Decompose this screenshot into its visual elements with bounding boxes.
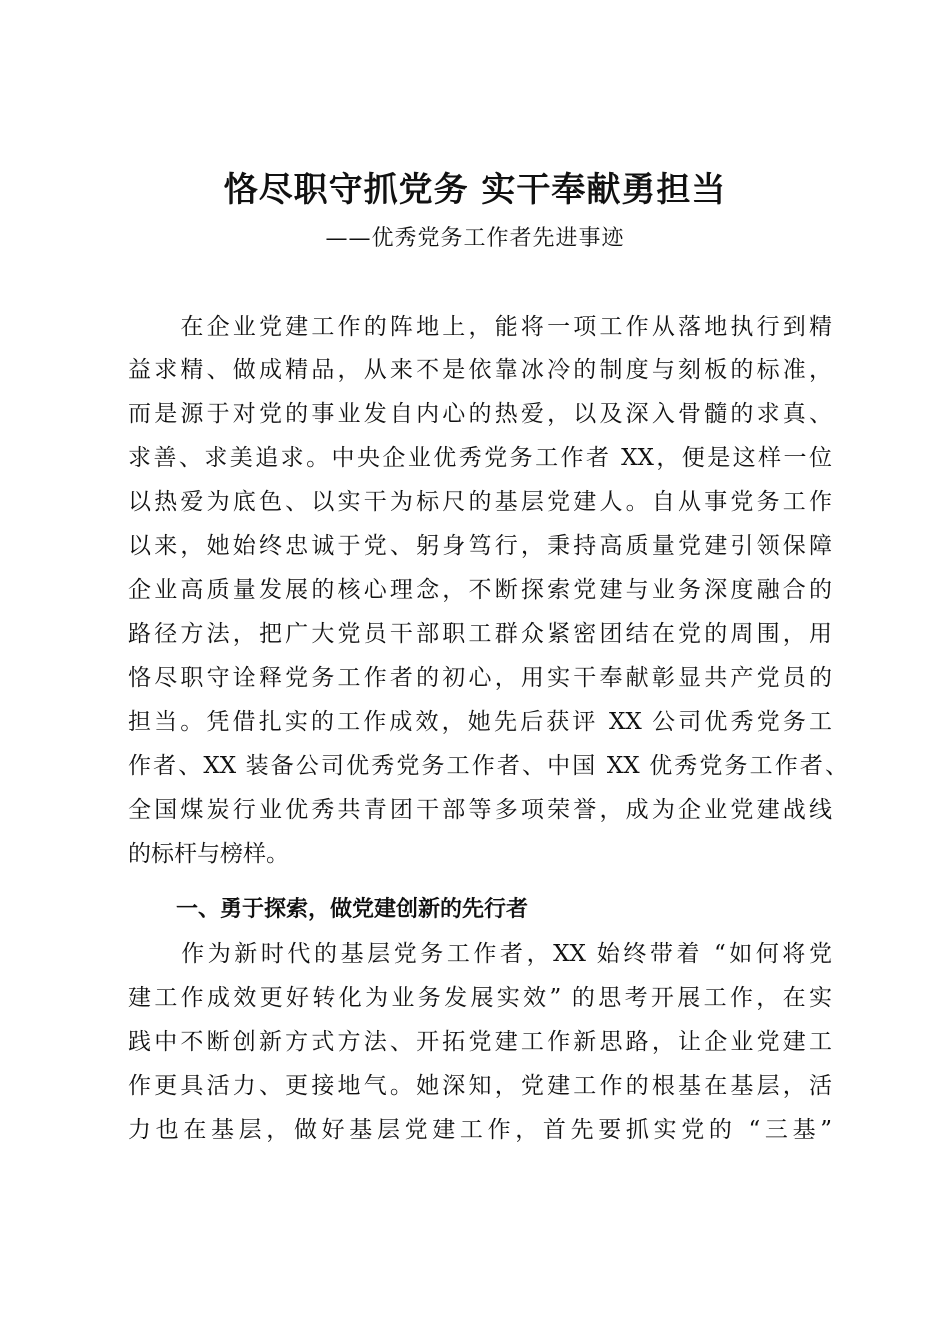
paragraph-line: 恪尽职守诠释党务工作者的初心，用实干奉献彰显共产党员的 bbox=[128, 665, 832, 691]
paragraph-line: 求善、求美追求。中央企业优秀党务工作者 XX，便是这样一位 bbox=[128, 445, 832, 471]
paragraph-line: 力也在基层，做好基层党建工作，首先要抓实党的 “三基” bbox=[128, 1117, 832, 1143]
paragraph-line: 作者、XX 装备公司优秀党务工作者、中国 XX 优秀党务工作者、 bbox=[128, 753, 848, 779]
paragraph-line: 在企业党建工作的阵地上，能将一项工作从落地执行到精 bbox=[128, 314, 832, 340]
paragraph-line: 作为新时代的基层党务工作者，XX 始终带着 “如何将党 bbox=[128, 941, 832, 967]
paragraph-line: 建工作成效更好转化为业务发展实效” 的思考开展工作，在实 bbox=[128, 985, 832, 1011]
paragraph-line: 以来，她始终忠诚于党、躬身笃行，秉持高质量党建引领保障 bbox=[128, 533, 832, 559]
paragraph-line: 践中不断创新方式方法、开拓党建工作新思路，让企业党建工 bbox=[128, 1029, 832, 1055]
section-heading: 一、勇于探索，做党建创新的先行者 bbox=[176, 897, 529, 922]
paragraph-line: 以热爱为底色、以实干为标尺的基层党建人。自从事党务工作 bbox=[128, 489, 832, 515]
paragraph-line: 作更具活力、更接地气。她深知，党建工作的根基在基层，活 bbox=[128, 1073, 832, 1099]
paragraph-line: 的标杆与榜样。 bbox=[128, 841, 289, 867]
paragraph-line: 路径方法，把广大党员干部职工群众紧密团结在党的周围，用 bbox=[128, 621, 832, 647]
document-subtitle: ——优秀党务工作者先进事迹 bbox=[325, 226, 625, 251]
paragraph-line: 益求精、做成精品，从来不是依靠冰冷的制度与刻板的标准， bbox=[128, 357, 832, 383]
paragraph-line: 而是源于对党的事业发自内心的热爱，以及深入骨髓的求真、 bbox=[128, 401, 832, 427]
paragraph-line: 企业高质量发展的核心理念，不断探索党建与业务深度融合的 bbox=[128, 577, 832, 603]
paragraph-line: 全国煤炭行业优秀共青团干部等多项荣誉，成为企业党建战线 bbox=[128, 797, 832, 823]
document-title: 恪尽职守抓党务 实干奉献勇担当 bbox=[223, 170, 727, 210]
paragraph-line: 担当。凭借扎实的工作成效，她先后获评 XX 公司优秀党务工 bbox=[128, 709, 832, 735]
